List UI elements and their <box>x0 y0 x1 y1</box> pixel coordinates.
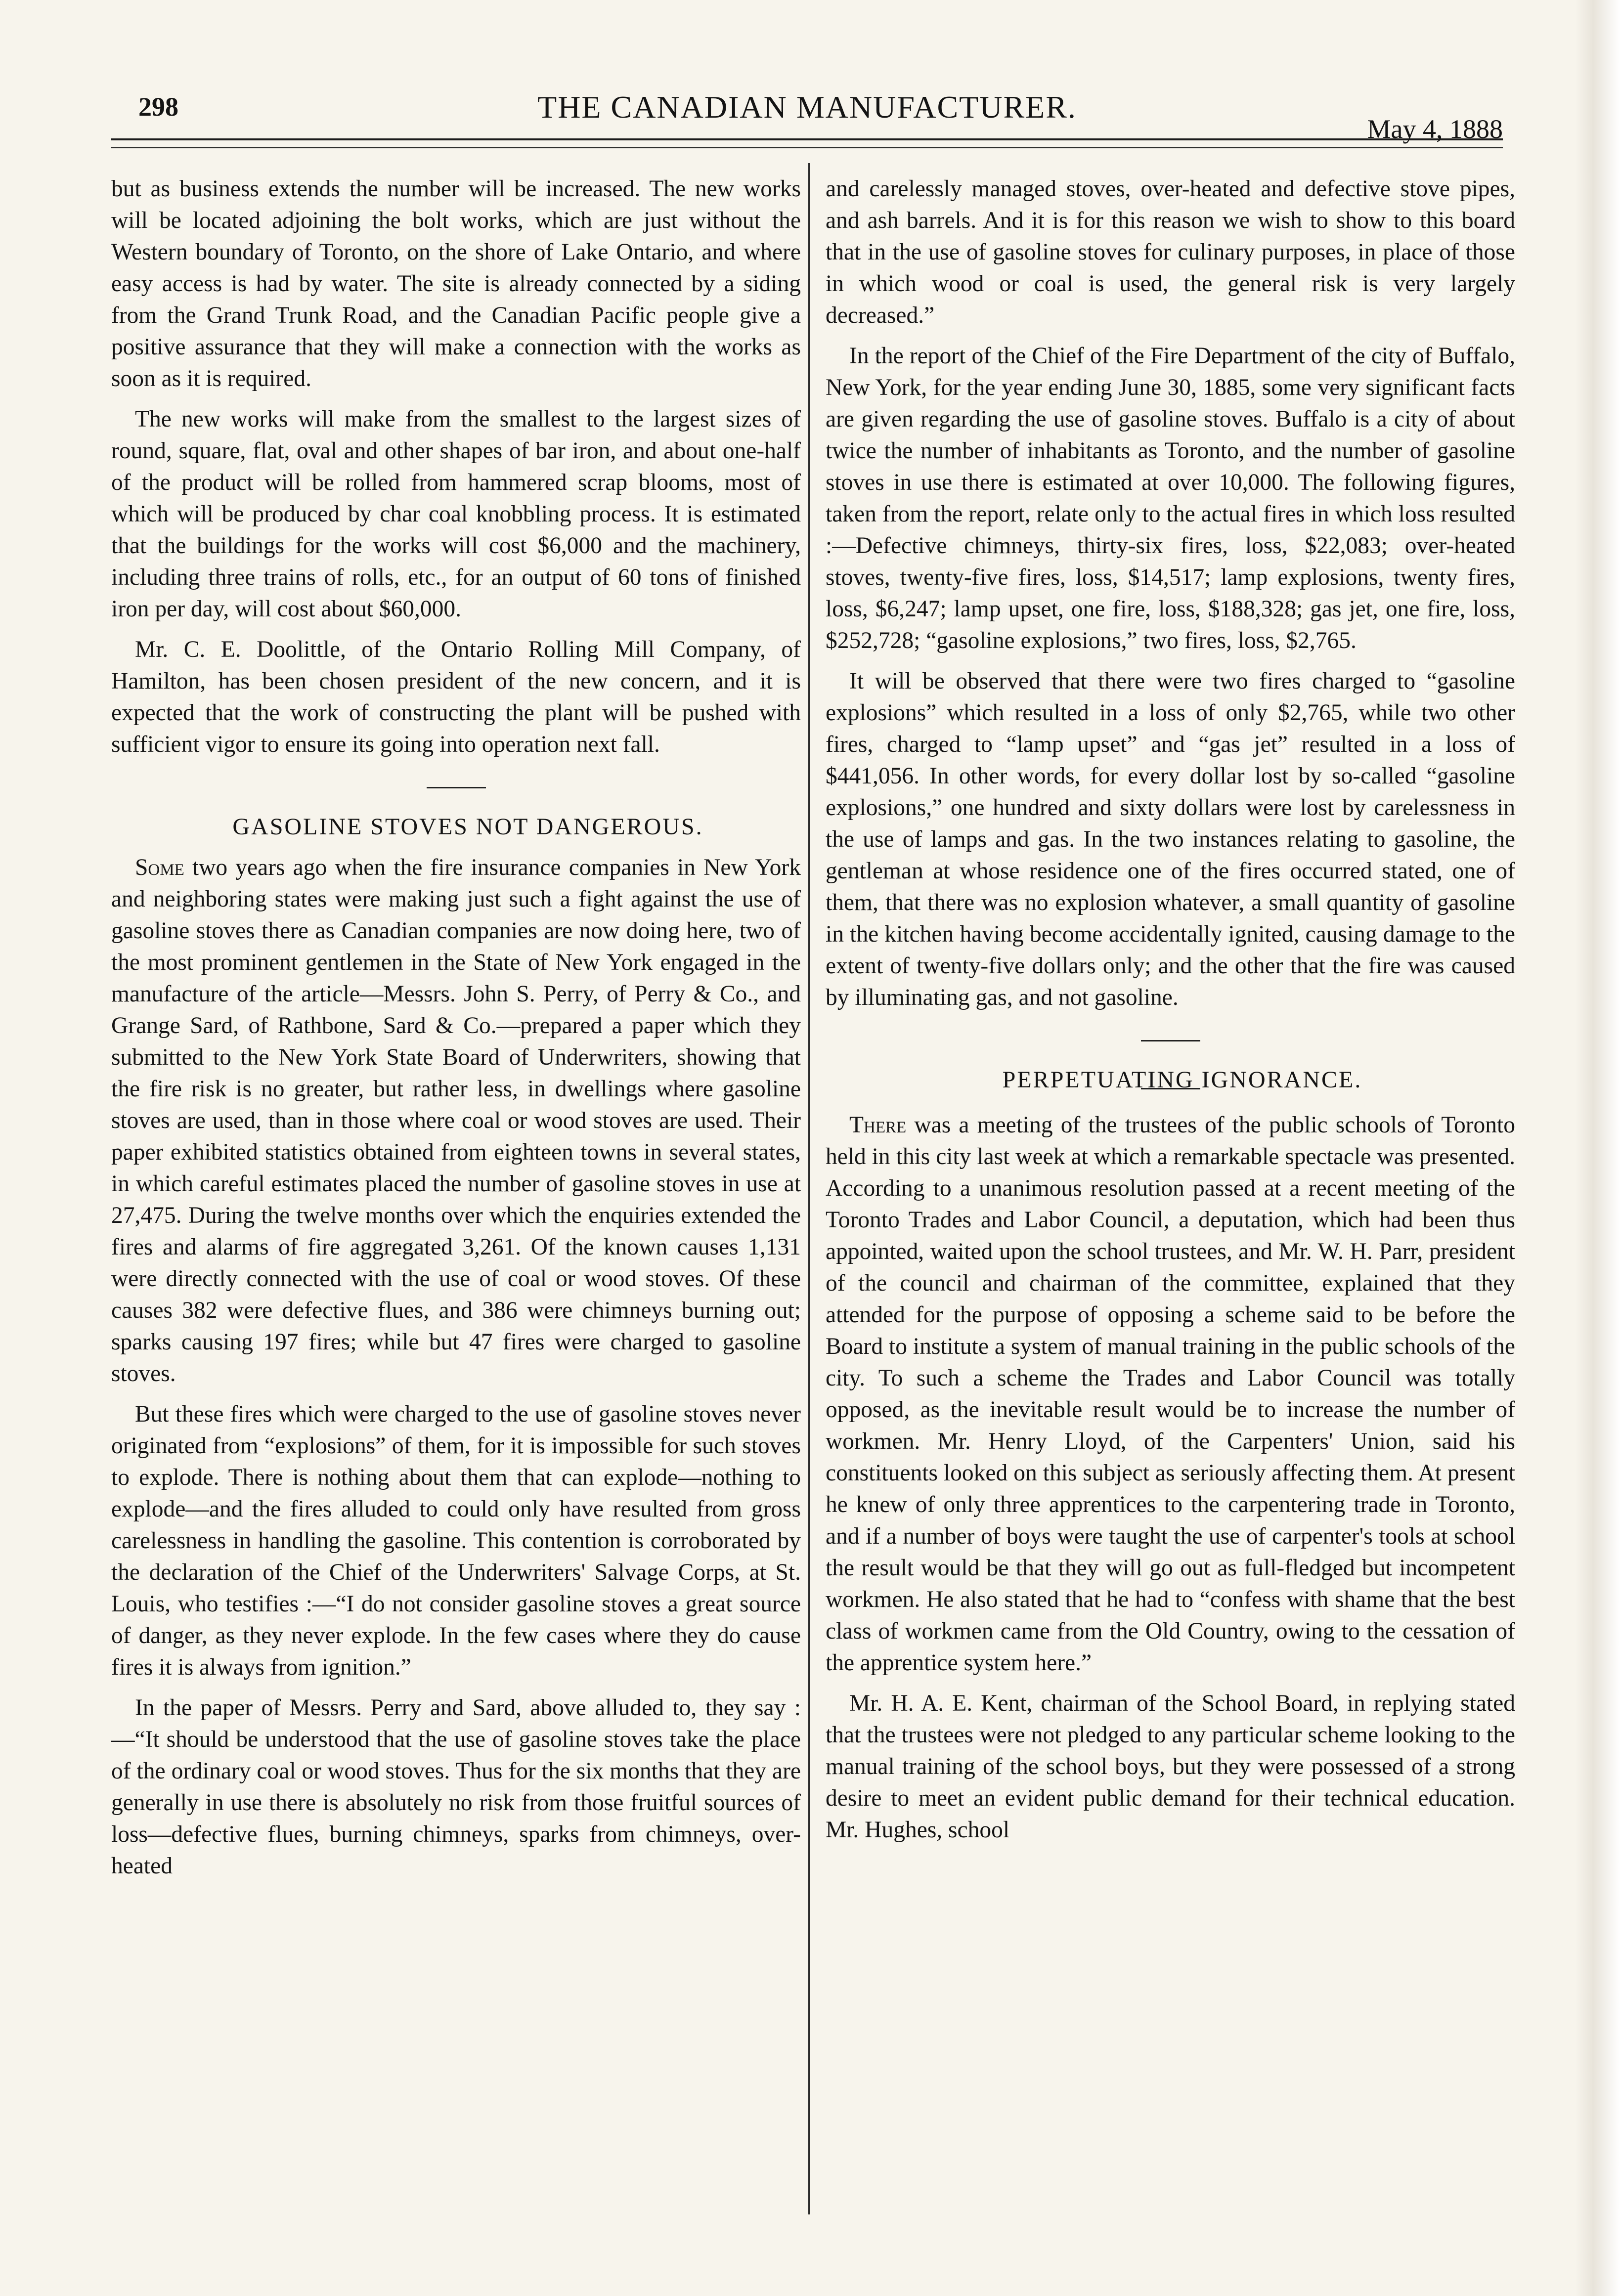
lead-word: There <box>849 1112 907 1138</box>
paragraph <box>111 852 801 1389</box>
paragraph: The new works will make from the smallest to the largest sizes of round, square, flat, oval and other shapes of bar iron, and about one-half of the product will be rolled from hammered scrap blooms, most of which will be produced by char coal knobbling process. It is estimated that the buildings for the works will cost $6,000 and the machinery, including three trains of rolls, etc., for an output of 60 tons of finished iron per day, will cost about $60,000. <box>111 406 801 622</box>
paragraph-text: was a meeting of the trustees of the public schools of Toronto held in this city last week at which a remarkable spectacle was presented. According to a unanimous resolution passed at a recent meeting of the Toronto Trades and Labor Council, a deputation, which had been thus appointed, waited upon the school trustees, and Mr. W. H. Parr, president of the council and chairman of the committee, explained that they attended for the purpose of opposing a scheme said to be before the Board to institute a system of manual training in the public schools of the city. To such a scheme the Trades and Labor Council was totally opposed, as the inevitable result would be to increase the number of workmen. Mr. Henry Lloyd, of the Carpenters' Union, said his constituents looked on this subject as seriously affecting them. At present he knew of only three apprentices to the carpentering trade in Toronto, and if a number of boys were taught the use of carpenter's tools at school the result would be that they will go out as full-fledged but incompetent workmen. He also stated that he had to “confess with shame that the best class of workmen came from the Old Country, owing to the cessation of the apprentice system here.” <box>826 1112 1515 1676</box>
left-column <box>111 173 801 1891</box>
section-divider <box>1141 1040 1200 1041</box>
header-rule <box>111 138 1503 148</box>
page-edge <box>1576 0 1620 2296</box>
paragraph: In the report of the Chief of the Fire Department of the city of Buffalo, New York, for the year ending June 30, 1885, some very significant facts are given regarding the use of gasoline stoves. Buffalo is a city of about twice the number of inhabitants as Toronto, and the number of gasoline stoves in use there is estimated at over 10,000. The following figures, taken from the report, relate only to the actual fires in which loss resulted :—Defective chimneys, thirty-six fires, loss, $22,083; over-heated stoves, twenty-five fires, loss, $14,517; lamp explosions, twenty fires, loss, $6,247; lamp upset, one fire, loss, $188,328; gas jet, one fire, loss, $252,728; “gasoline explosions,” two fires, loss, $2,765. <box>826 343 1515 653</box>
section-divider <box>427 787 486 788</box>
paragraph: but as business extends the number will be increased. The new works will be located adjoining the bolt works, which are just without the Western boundary of Toronto, on the shore of Lake Ontario, and where easy access is had by water. The site is already connected by a siding from the Grand Trunk Road, and the Canadian Pacific people give a positive assurance that they will make a connection with the works as soon as it is required. <box>111 176 801 391</box>
paragraph: In the paper of Messrs. Perry and Sard, above alluded to, they say :—“It should be understood that the use of gasoline stoves take the place of the ordinary coal or wood stoves. Thus for the six months that they are generally in use there is absolutely no risk from those fruitful sources of loss—defective flues, burning chimneys, sparks from chimneys, over-heated <box>111 1695 801 1879</box>
paragraph: Mr. H. A. E. Kent, chairman of the School Board, in replying stated that the trustees were not pledged to any particular scheme looking to the manual training of the school boys, but they were possessed of a strong desire to meet an evident public demand for their technical education. Mr. Hughes, school <box>826 1690 1515 1843</box>
article-headline: GASOLINE STOVES NOT DANGEROUS. <box>232 814 703 840</box>
paragraph: It will be observed that there were two fires charged to “gasoline explosions” which resulted in a loss of only $2,765, while two other fires, charged to “lamp upset” and “gas jet” resulted in a loss of $441,056. In other words, for every dollar lost by so-called “gasoline explosions,” one hundred and sixty dollars were lost by carelessness in the use of lamps and gas. In the two instances relating to gasoline, the gentleman at whose residence one of the fires occurred stated, one of them, that there was no explosion whatever, a small quantity of gasoline in the kitchen having become accidentally ignited, causing damage to the extent of twenty-five dollars only; and the other that the fire was caused by illuminating gas, and not gasoline. <box>826 668 1515 1010</box>
page-number: 298 <box>138 92 178 122</box>
column-divider <box>808 163 810 2214</box>
paragraph <box>826 1109 1515 1679</box>
article-headline: PERPETUATING IGNORANCE. <box>1002 1067 1362 1093</box>
paragraph: But these fires which were charged to the use of gasoline stoves never originated from “explosions” of them, for it is impossible for such stoves to explode. There is nothing about them that can explode—nothing to explode—and the fires alluded to could only have resulted from gross carelessness in handling the gasoline. This contention is corroborated by the declaration of the Chief of the Underwriters' Salvage Corps, at St. Louis, who testifies :—“I do not consider gasoline stoves a great source of danger, as they never explode. In the few cases where they do cause fires it is always from ignition.” <box>111 1401 801 1680</box>
lead-word: Some <box>135 855 184 880</box>
journal-title: THE CANADIAN MANUFACTURER. <box>537 89 1077 125</box>
issue-date: May 4, 1888 <box>1367 114 1503 144</box>
paragraph-text: two years ago when the fire insurance companies in New York and neighboring states were making just such a fight against the use of gasoline stoves there as Canadian companies are now doing here, two of the most prominent gentlemen in the State of New York engaged in the manufacture of the article—Messrs. John S. Perry, of Perry & Co., and Grange Sard, of Rathbone, Sard & Co.—prepared a paper which they submitted to the New York State Board of Underwriters, showing that the fire risk is no greater, but rather less, in dwellings where gasoline stoves are used, than in those where coal or wood stoves are used. Their paper exhibited statistics obtained from eighteen towns in several states, in which careful estimates placed the number of gasoline stoves in use at 27,475. During the twelve months over which the enquiries extended the fires and alarms of fire aggregated 3,261. Of the known causes 1,131 were directly connected with the use of coal or wood stoves. Of these causes 382 were defective flues, and 386 were chimneys burning out; sparks causing 197 fires; while but 47 fires were charged to gasoline stoves. <box>111 855 801 1386</box>
paragraph: Mr. C. E. Doolittle, of the Ontario Rolling Mill Company, of Hamilton, has been chosen president of the new concern, and it is expected that the work of constructing the plant will be pushed with sufficient vigor to ensure its going into operation next fall. <box>111 637 801 757</box>
right-column <box>826 173 1515 1855</box>
paragraph: and carelessly managed stoves, over-heated and defective stove pipes, and ash barrels. And it is for this reason we wish to show to this board that in the use of gasoline stoves for culinary purposes, in place of those in which wood or coal is used, the general risk is very largely decreased.” <box>826 176 1515 328</box>
